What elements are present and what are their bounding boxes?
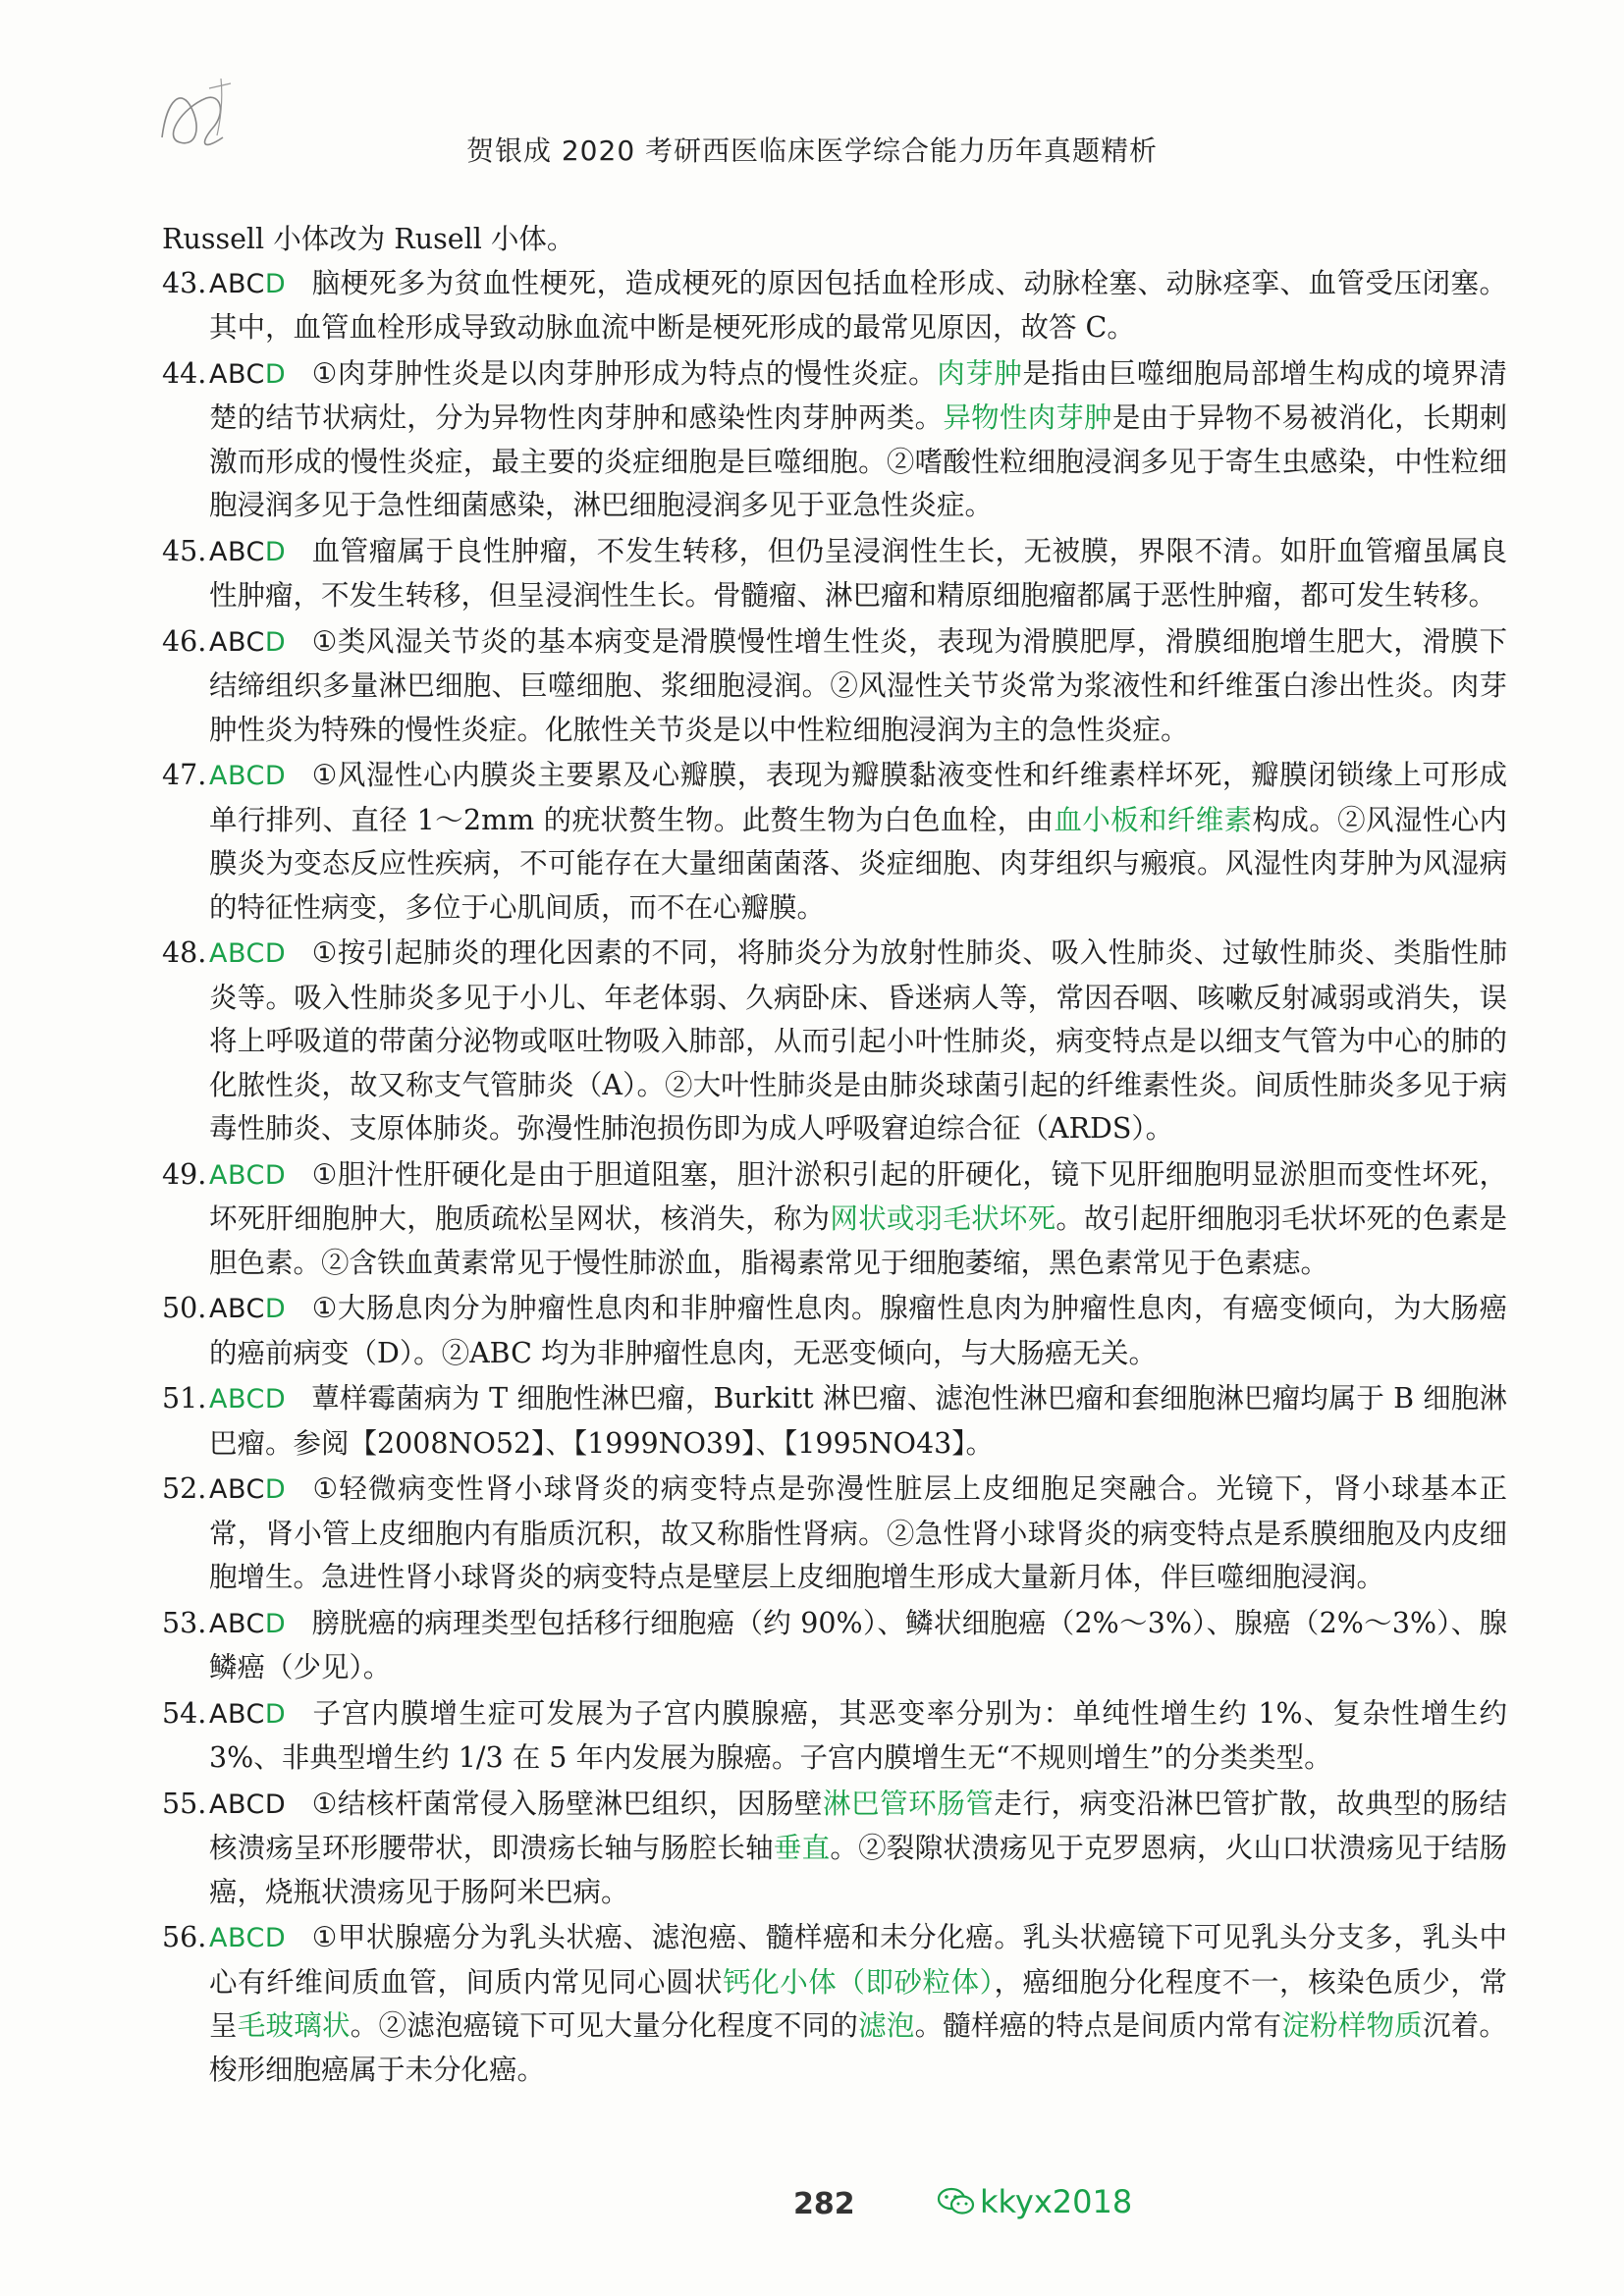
options-plain: ABCD (209, 1789, 287, 1820)
question-item (162, 754, 1507, 930)
options-plain: ABC (209, 268, 265, 299)
explanation-text: ①甲状腺癌分为乳头状癌、滤泡癌、髓样癌和未分化癌。乳头状癌镜下可见乳头分支多，乳头中心有纤维间质血管，间质内常见同心圆状 (209, 1921, 1507, 1999)
question-item (162, 620, 1507, 753)
question-item (162, 1602, 1507, 1690)
question-item (162, 1287, 1507, 1375)
explanation-text: 膀胱癌的病理类型包括移行细胞癌（约 90%）、鳞状细胞癌（2%～3%）、腺癌（2%～3%）、腺鳞癌（少见）。 (209, 1606, 1507, 1683)
explanation-text: 是指由巨噬细胞局部增生构成的境界清楚的结节状病灶，分为异物性肉芽肿和感染性肉芽肿两类。 (209, 356, 1507, 434)
explanation-text: 蕈样霉菌病为 T 细胞性淋巴瘤，Burkitt 淋巴瘤、滤泡性淋巴瘤和套细胞淋巴瘤均属于 B 细胞淋巴瘤。参阅【2008NO52】、【1999NO39】、【1995NO43】。 (209, 1382, 1507, 1460)
correct-answer: D (264, 358, 287, 390)
question-number: 49. (162, 1157, 207, 1191)
watermark (937, 2183, 1132, 2220)
explanation-text: ①类风湿关节炎的基本病变是滑膜慢性增生性炎，表现为滑膜肥厚，滑膜细胞增生肥大，滑膜下结缔组织多量淋巴细胞、巨噬细胞、浆细胞浸润。②风湿性关节炎常为浆液性和纤维蛋白渗出性炎。肉芽肿性炎为特殊的慢性炎症。化脓性关节炎是以中性粒细胞浸润为主的急性炎症。 (209, 624, 1507, 746)
explanation-text: ①胆汁性肝硬化是由于胆道阻塞，胆汁淤积引起的肝硬化，镜下见肝细胞明显淤胆而变性坏死，坏死肝细胞肿大，胞质疏松呈网状，核消失，称为 (209, 1157, 1507, 1235)
correct-answer: D (264, 1698, 287, 1730)
question-list (162, 262, 1507, 2093)
question-number: 48. (162, 936, 207, 969)
highlighted-term: 网状或羽毛状坏死 (830, 1202, 1056, 1235)
question-item (162, 1916, 1507, 2092)
question-number: 46. (162, 624, 207, 658)
document-body (162, 218, 1507, 2094)
explanation-text: ①轻微病变性肾小球肾炎的病变特点是弥漫性脏层上皮细胞足突融合。光镜下，肾小球基本正常，肾小管上皮细胞内有脂质沉积，故又称脂性肾病。②急性肾小球肾炎的病变特点是系膜细胞及内皮细胞增生。急进性肾小球肾炎的病变特点是壁层上皮细胞增生形成大量新月体，伴巨噬细胞浸润。 (209, 1472, 1507, 1593)
intro-line: Russell 小体改为 Rusell 小体。 (162, 223, 575, 255)
question-number: 50. (162, 1292, 207, 1324)
highlighted-term: 淋巴管环肠管 (822, 1787, 995, 1820)
highlighted-term: 异物性肉芽肿 (943, 401, 1112, 434)
explanation-text: ，癌细胞分化程度不一，核染色质少，常呈 (209, 1965, 1507, 2042)
answer-options (209, 537, 286, 567)
answer-options (209, 359, 286, 390)
answer-options (209, 269, 286, 299)
question-number: 45. (162, 534, 207, 567)
question-number: 54. (162, 1696, 207, 1730)
correct-answer: ABCD (209, 761, 287, 791)
question-item (162, 1783, 1507, 1915)
answer-options (209, 938, 286, 969)
correct-answer: D (264, 1474, 287, 1505)
options-plain: ABC (209, 358, 265, 390)
page-header: 贺银成 2020 考研西医临床医学综合能力历年真题精析 (465, 134, 1159, 167)
question-number: 53. (162, 1606, 207, 1639)
correct-answer: ABCD (209, 1923, 287, 1953)
correct-answer: D (264, 1294, 287, 1324)
correct-answer: D (264, 626, 287, 658)
explanation-text: ①结核杆菌常侵入肠壁淋巴组织，因肠壁 (311, 1787, 823, 1820)
explanation-text: 血管瘤属于良性肿瘤，不发生转移，但仍呈浸润性生长，无被膜，界限不清。如肝血管瘤虽属良性肿瘤，不发生转移，但呈浸润性生长。骨髓瘤、淋巴瘤和精原细胞瘤都属于恶性肿瘤，都可发生转移。 (209, 534, 1507, 612)
highlighted-term: 滤泡 (858, 2009, 915, 2042)
highlighted-term: 垂直 (773, 1832, 831, 1864)
highlighted-term: 肉芽肿 (937, 356, 1023, 390)
options-plain: ABC (209, 536, 265, 567)
answer-options (209, 1789, 286, 1820)
answer-options (209, 1474, 286, 1505)
correct-answer: D (264, 268, 287, 299)
explanation-text: ①按引起肺炎的理化因素的不同，将肺炎分为放射性肺炎、吸入性肺炎、过敏性肺炎、类脂性肺炎等。吸入性肺炎多见于小儿、年老体弱、久病卧床、昏迷病人等，常因吞咽、咳嗽反射减弱或消失，误将上呼吸道的带菌分泌物或呕吐物吸入肺部，从而引起小叶性肺炎，病变特点是以细支气管为中心的肺的化脓性炎，故又称支气管肺炎（A）。②大叶性肺炎是由肺炎球菌引起的纤维素性炎。间质性肺炎多见于病毒性肺炎、支原体肺炎。弥漫性肺泡损伤即为成人呼吸窘迫综合征（ARDS）。 (209, 936, 1507, 1145)
wechat-icon (937, 2186, 976, 2217)
explanation-text: 构成。②风湿性心内膜炎为变态反应性疾病，不可能存在大量细菌菌落、炎症细胞、肉芽组织与瘢痕。风湿性肉芽肿为风湿病的特征性病变，多位于心肌间质，而不在心瓣膜。 (209, 803, 1507, 924)
answer-options (209, 1923, 286, 1953)
explanation-text: ①大肠息肉分为肿瘤性息肉和非肿瘤性息肉。腺瘤性息肉为肿瘤性息肉，有癌变倾向，为大肠癌的癌前病变（D）。②ABC 均为非肿瘤性息肉，无恶变倾向，与大肠癌无关。 (209, 1292, 1507, 1369)
explanation-text: 子宫内膜增生症可发展为子宫内膜腺癌，其恶变率分别为：单纯性增生约 1%、复杂性增生约 3%、非典型增生约 1/3 在 5 年内发展为腺癌。子宫内膜增生无“不规则增生”的分类类型。 (209, 1696, 1507, 1774)
question-number: 47. (162, 759, 207, 791)
answer-options (209, 761, 286, 791)
question-item (162, 1468, 1507, 1600)
answer-options (209, 1384, 286, 1415)
correct-answer: ABCD (209, 1384, 287, 1415)
explanation-text: 。②滤泡癌镜下可见大量分化程度不同的 (350, 2009, 859, 2042)
question-number: 55. (162, 1787, 207, 1820)
answer-options (209, 1699, 286, 1730)
explanation-text: 走行，病变沿淋巴管扩散，故典型的肠结核溃疡呈环形腰带状，即溃疡长轴与肠腔长轴 (209, 1787, 1507, 1864)
question-item (162, 1692, 1507, 1781)
explanation-text: 。②裂隙状溃疡见于克罗恩病，火山口状溃疡见于结肠癌，烧瓶状溃疡见于肠阿米巴病。 (209, 1832, 1507, 1908)
question-number: 56. (162, 1921, 207, 1953)
highlighted-term: 淀粉样物质 (1281, 2009, 1423, 2042)
question-item (162, 1377, 1507, 1466)
explanation-text: ①风湿性心内膜炎主要累及心瓣膜，表现为瓣膜黏液变性和纤维素样坏死，瓣膜闭锁缘上可形成单行排列、直径 1～2mm 的疣状赘生物。此赘生物为白色血栓，由 (209, 759, 1507, 836)
options-plain: ABC (209, 1608, 265, 1639)
highlighted-term: 钙化小体（即砂粒体） (723, 1965, 995, 1999)
question-item (162, 352, 1507, 528)
question-item (162, 262, 1507, 350)
answer-options (209, 1609, 286, 1639)
page-number: 282 (793, 2187, 855, 2221)
answer-options (209, 1160, 286, 1191)
question-number: 43. (162, 266, 207, 299)
highlighted-term: 血小板和纤维素 (1054, 803, 1253, 836)
correct-answer: D (264, 1608, 287, 1639)
explanation-text: 。髓样癌的特点是间质内常有 (914, 2009, 1282, 2042)
watermark-text: kkyx2018 (980, 2183, 1133, 2220)
correct-answer: D (264, 536, 287, 567)
question-item (162, 530, 1507, 618)
correct-answer: ABCD (209, 1159, 287, 1191)
correct-answer: ABCD (209, 938, 287, 969)
question-number: 44. (162, 356, 207, 390)
question-number: 51. (162, 1382, 207, 1415)
explanation-text: 脑梗死多为贫血性梗死，造成梗死的原因包括血栓形成、动脉栓塞、动脉痉挛、血管受压闭塞。其中，血管血栓形成导致动脉血流中断是梗死形成的最常见原因，故答 C。 (209, 266, 1507, 344)
question-item (162, 932, 1507, 1151)
question-number: 52. (162, 1472, 207, 1505)
options-plain: ABC (209, 626, 265, 658)
options-plain: ABC (209, 1698, 265, 1730)
explanation-text: 。故引起肝细胞羽毛状坏死的色素是胆色素。②含铁血黄素常见于慢性肺淤血，脂褐素常见于细胞萎缩，黑色素常见于色素痣。 (209, 1202, 1507, 1279)
options-plain: ABC (209, 1474, 265, 1505)
highlighted-term: 毛玻璃状 (237, 2009, 351, 2042)
answer-options (209, 627, 286, 658)
options-plain: ABC (209, 1294, 265, 1324)
explanation-text: 沉着。梭形细胞癌属于未分化癌。 (209, 2009, 1507, 2086)
explanation-text: 是由于异物不易被消化，长期刺激而形成的慢性炎症，最主要的炎症细胞是巨噬细胞。②嗜酸性粒细胞浸润多见于寄生虫感染，中性粒细胞浸润多见于急性细菌感染，淋巴细胞浸润多见于亚急性炎症。 (209, 401, 1507, 521)
answer-options (209, 1294, 286, 1324)
question-item (162, 1153, 1507, 1286)
explanation-text: ①肉芽肿性炎是以肉芽肿形成为特点的慢性炎症。 (311, 356, 938, 390)
